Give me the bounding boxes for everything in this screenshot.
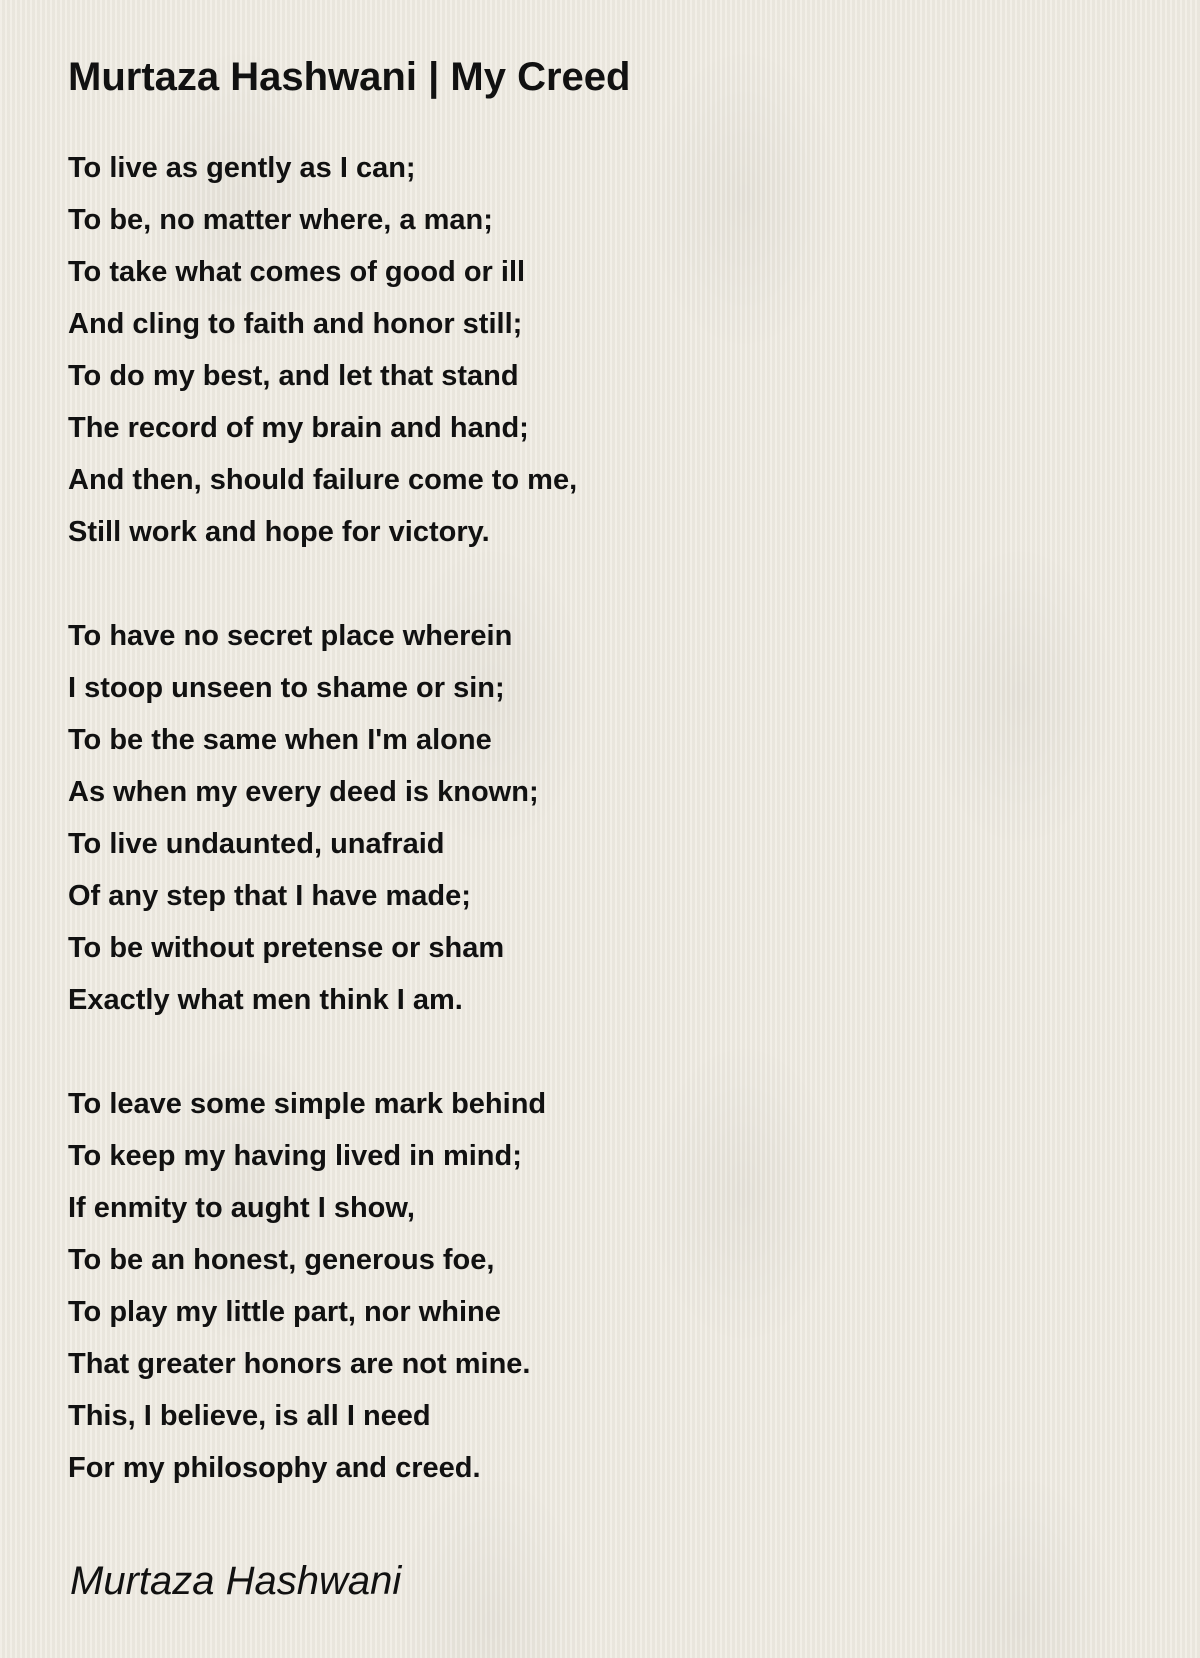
poem-line: To keep my having lived in mind; <box>68 1140 522 1172</box>
poem-line: To be an honest, generous foe, <box>68 1244 495 1276</box>
poem-line: And cling to faith and honor still; <box>68 308 523 340</box>
poem-line: Still work and hope for victory. <box>68 516 490 548</box>
poem-line: To be, no matter where, a man; <box>68 204 493 236</box>
poem-page <box>68 52 1148 1546</box>
poem-line: To be the same when I'm alone <box>68 724 492 756</box>
poem-line: To play my little part, nor whine <box>68 1296 501 1328</box>
poem-line: The record of my brain and hand; <box>68 412 529 444</box>
poem-line: If enmity to aught I show, <box>68 1192 415 1224</box>
poem-title: Murtaza Hashwani | My Creed <box>68 55 631 99</box>
poem-line: To live as gently as I can; <box>68 152 416 184</box>
poem-body <box>68 142 1148 1494</box>
poem-line: Exactly what men think I am. <box>68 984 463 1016</box>
poem-line: To do my best, and let that stand <box>68 360 519 392</box>
poem-line: Of any step that I have made; <box>68 880 471 912</box>
poem-line: For my philosophy and creed. <box>68 1452 481 1484</box>
author-signature: Murtaza Hashwani <box>70 1559 402 1603</box>
stanza-3 <box>68 1078 1148 1494</box>
poem-line: To leave some simple mark behind <box>68 1088 547 1120</box>
stanza-2 <box>68 610 1148 1026</box>
poem-line: To be without pretense or sham <box>68 932 505 964</box>
poem-line: That greater honors are not mine. <box>68 1348 531 1380</box>
poem-line: As when my every deed is known; <box>68 776 539 808</box>
poem-line: I stoop unseen to shame or sin; <box>68 672 505 704</box>
poem-line: This, I believe, is all I need <box>68 1400 431 1432</box>
poem-line: To have no secret place wherein <box>68 620 513 652</box>
poem-line: To take what comes of good or ill <box>68 256 526 288</box>
poem-line: And then, should failure come to me, <box>68 464 578 496</box>
stanza-1 <box>68 142 1148 558</box>
poem-line: To live undaunted, unafraid <box>68 828 445 860</box>
